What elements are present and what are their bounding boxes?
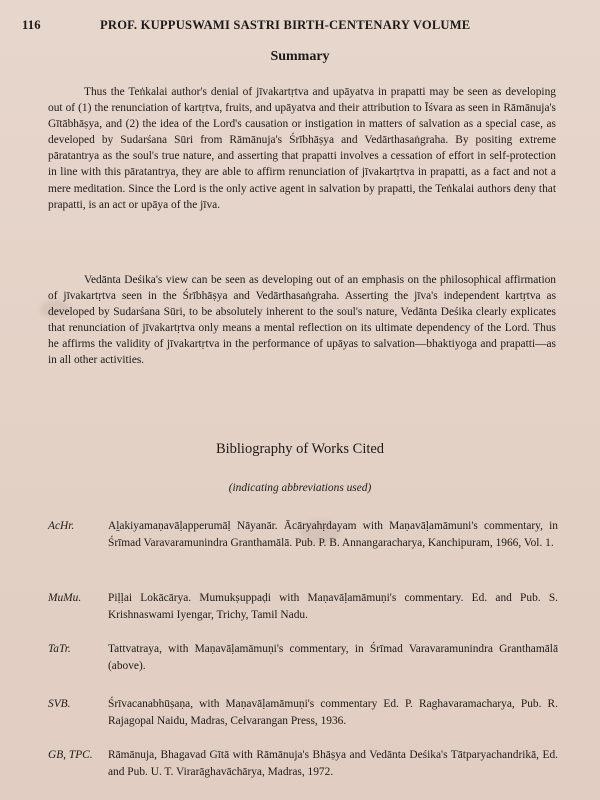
entry-abbreviation: MuMu. — [48, 592, 82, 604]
entry-text: Tattvatraya, with Maṇavāḷamāmuṇi's commentary, in Śrīmad Varavaramunindra Granthamālā (above). — [108, 643, 558, 672]
bibliography-entry — [48, 696, 558, 730]
summary-paragraph-1 — [48, 84, 556, 213]
entry-abbreviation: SVB. — [48, 698, 71, 710]
entry-abbreviation: AcHr. — [48, 520, 75, 532]
summary-paragraph-2-text: Vedānta Deśika's view can be seen as developing out of an emphasis on the philosophical affirmation of jīvakartṛtva seen in the Śrībhāṣya and Vedārthasaṅgraha. Asserting the jīva's independent kartṛtva as developed by Sudarśana Sūri, to be absolutely inherent to the soul's nature, Vedānta Deśika clearly explicates that renunciation of jīvakartṛtva only means a mental reflection on its ultimate dependency of the Lord. Thus he affirms the validity of jīvakartṛtva in the performance of upāyas to salvation—bhaktiyoga and prapatti—as in all other activities. — [48, 274, 556, 367]
entry-text: Śrīvacanabhūṣaṇa, with Maṇavāḷamāmuṇi's commentary Ed. P. Raghavaramacharya, Pub. R. Rajagopal Naidu, Madras, Celvarangan Press, 1936. — [108, 698, 558, 727]
summary-paragraph-1-text: Thus the Teṅkalai author's denial of jīvakartṛtva and upāyatva in prapatti may be seen as developing out of (1) the renunciation of kartṛtva, fruits, and upāyatva and their attribution to Īśvara as seen in Rāmānuja's Gītābhāṣya, and (2) the idea of the Lord's causation or instigation in matters of salvation as a special case, as developed by Sudarśana Sūri from Rāmānuja's Śrībhāṣya and Vedārthasaṅgraha. By positing extreme pāratantrya as the soul's true nature, and asserting that prapatti involves a cessation of effort in self-protection in line with this pāratantrya, they are able to affirm renunciation of jīvakartṛtva in prapatti, as a fact and not a mere meditation. Since the Lord is the only active agent in salvation by prapatti, the Teṅkalai authors deny that prapatti, is an act or upāya of the jīva. — [48, 86, 556, 211]
page-number: 116 — [22, 18, 41, 32]
running-title: PROF. KUPPUSWAMI SASTRI BIRTH-CENTENARY VOLUME — [100, 18, 471, 32]
summary-paragraph-2 — [48, 272, 556, 369]
entry-abbreviation: TaTr. — [48, 643, 71, 655]
entry-text: Rāmānuja, Bhagavad Gītā with Rāmānuja's Bhāṣya and Vedānta Deśika's Tātparyachandrikā, Ed. and Pub. U. T. Virarāghavāchārya, Madras, 1972. — [108, 749, 558, 778]
bibliography-heading: Bibliography of Works Cited — [215, 441, 385, 457]
bibliography-entry — [48, 641, 558, 675]
summary-heading: Summary — [270, 49, 330, 64]
bibliography-subheading: (indicating abbreviations used) — [228, 482, 372, 494]
bibliography-entry — [48, 747, 558, 781]
running-header — [22, 18, 560, 33]
entry-text: Aḻakiyamaṇavāḷapperumāḷ Nāyanār. Ācāryahṛdayam with Maṇavāḷamāmuni's commentary, in Śrīmad Varavaramunindra Granthamālā. Pub. P. B. Annangaracharya, Kanchipuram, 1966, Vol. 1. — [108, 520, 558, 549]
bibliography-entry — [48, 518, 558, 552]
entry-abbreviation: GB, TPC. — [48, 749, 93, 761]
entry-text: Piḷḷai Lokācārya. Mumukṣuppaḍi with Maṇavāḷamāmuṇi's commentary. Ed. and Pub. S. Krishnaswami Iyengar, Trichy, Tamil Nadu. — [108, 592, 558, 621]
bibliography-entry — [48, 590, 558, 624]
